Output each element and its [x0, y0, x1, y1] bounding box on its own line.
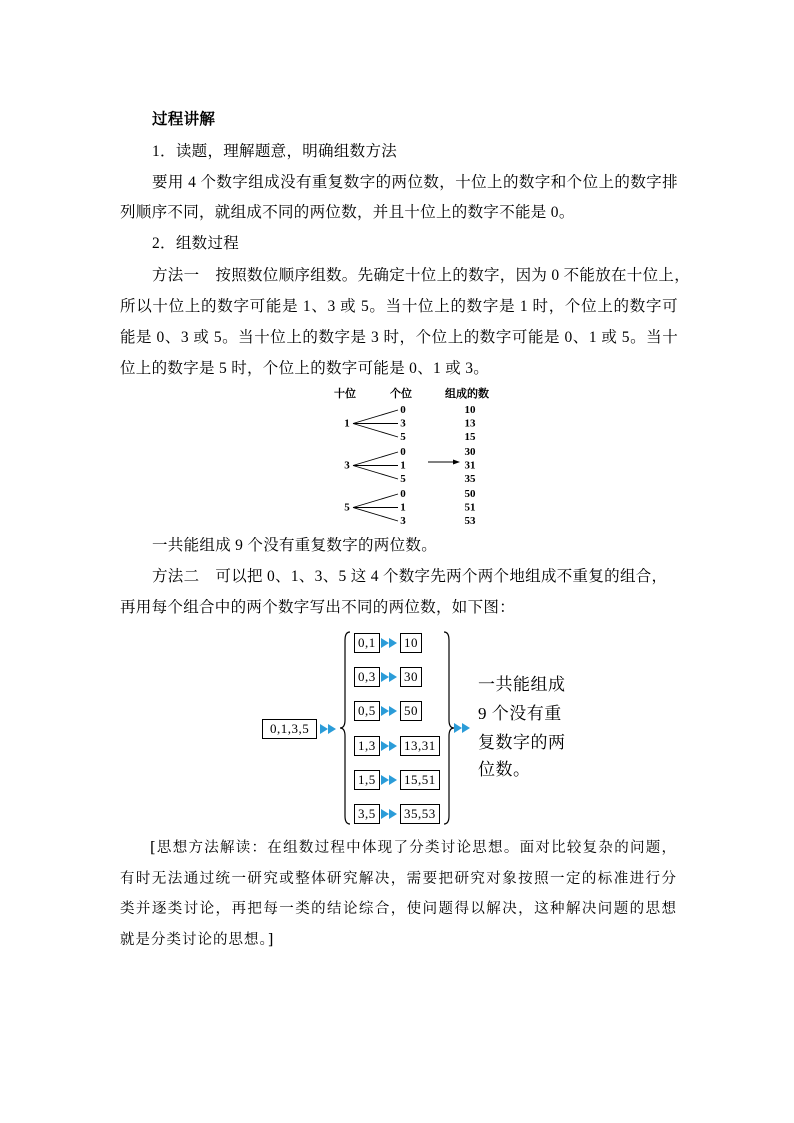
- diagram-conclusion-line: 复数字的两: [478, 733, 566, 752]
- double-arrow-icon: [381, 740, 399, 752]
- digit-tree-diagram: [320, 384, 510, 530]
- tree-branch-line: [353, 410, 398, 424]
- method-two-text: 可以把 0、1、3、5 这 4 个数字先两个两个地组成不重复的组合，: [215, 568, 668, 585]
- tree-result-number: 10: [464, 404, 476, 416]
- arrow-triangle: [381, 775, 389, 785]
- method-one-line: 所以十位上的数字可能是 1、3 或 5。当十位上的数字是 1 时，个位上的数字可: [120, 298, 678, 315]
- tree-result-number: 50: [464, 488, 476, 500]
- arrow-head: [453, 460, 460, 465]
- tree-branch-line: [353, 466, 398, 480]
- note-line: 就是分类讨论的思想。]: [120, 932, 275, 948]
- arrow-triangle: [381, 638, 389, 648]
- left-brace-path: [340, 632, 350, 824]
- arrow-triangle: [389, 741, 397, 751]
- diagram-conclusion-line: 一共能组成: [478, 675, 566, 694]
- section-title: 过程讲解: [152, 111, 216, 128]
- arrow-triangle: [462, 723, 470, 733]
- tree-ones-digit: 0: [400, 488, 406, 500]
- arrow-triangle: [320, 724, 328, 734]
- method-one-line: [152, 265, 691, 287]
- digit-pair-box: 1,5: [354, 770, 380, 790]
- tree-result-number: 15: [464, 431, 476, 443]
- digit-pair-box: 0,5: [354, 701, 380, 721]
- double-arrow-icon: [320, 723, 338, 735]
- result-numbers-box: 35,53: [400, 804, 440, 824]
- double-arrow-icon: [381, 637, 399, 649]
- tree-ones-digit: 5: [400, 431, 406, 443]
- step-one-line: 列顺序不同，就组成不同的两位数，并且十位上的数字不能是 0。: [120, 204, 575, 221]
- method-one-line: 能是 0、3 或 5。当十位上的数字是 3 时，个位上的数字可能是 0、1 或 5。当十: [120, 329, 678, 346]
- method-two-line: 再用每个组合中的两个数字写出不同的两位数，如下图：: [120, 599, 516, 616]
- tree-result-number: 31: [464, 459, 476, 472]
- note-line: [思想方法解读：在组数过程中体现了分类讨论思想。面对比较复杂的问题，: [150, 840, 677, 856]
- method-one-conclusion: 一共能组成 9 个没有重复数字的两位数。: [152, 537, 438, 554]
- double-arrow-icon: [381, 774, 399, 786]
- tree-result-number: 51: [464, 501, 476, 514]
- method-two-line: [152, 566, 667, 588]
- digit-pair-box: 0,1: [354, 633, 380, 653]
- arrow-triangle: [389, 638, 397, 648]
- arrow-triangle: [381, 809, 389, 819]
- diagram-conclusion-line: 位数。: [478, 760, 531, 779]
- tree-tens-digit: 1: [344, 417, 350, 430]
- double-arrow-icon: [381, 671, 399, 683]
- tree-result-number: 13: [464, 417, 476, 430]
- tree-header-tens: 十位: [334, 388, 356, 400]
- method-one-text: 按照数位顺序组数。先确定十位上的数字，因为 0 不能放在十位上，: [215, 267, 691, 284]
- arrow-triangle: [381, 706, 389, 716]
- source-digits-box: 0,1,3,5: [262, 719, 317, 739]
- double-arrow-icon: [381, 808, 399, 820]
- tree-ones-digit: 3: [400, 417, 406, 430]
- result-numbers-box: 30: [400, 667, 422, 687]
- tree-header-ones: 个位: [390, 388, 412, 400]
- note-line: 有时无法通过统一研究或整体研究解决，需要把研究对象按照一定的标准进行分: [120, 871, 677, 887]
- note-line: 类并逐类讨论，再把每一类的结论综合，使问题得以解决，这种解决问题的思想: [120, 901, 677, 917]
- tree-ones-digit: 3: [400, 515, 406, 527]
- method-one-line: 位上的数字是 5 时，个位上的数字可能是 0、1 或 3。: [120, 360, 490, 377]
- tree-ones-digit: 1: [400, 459, 406, 472]
- diagram-conclusion-line: 9 个没有重: [478, 704, 562, 723]
- result-numbers-box: 13,31: [400, 736, 440, 756]
- digit-pair-box: 0,3: [354, 667, 380, 687]
- arrow-triangle: [389, 706, 397, 716]
- step-one-line: 要用 4 个数字组成没有重复数字的两位数，十位上的数字和个位上的数字排: [152, 174, 678, 191]
- arrow-right-icon: [428, 460, 460, 465]
- tree-header-result: 组成的数: [445, 388, 489, 400]
- result-numbers-box: 50: [400, 701, 422, 721]
- right-brace-path: [444, 632, 454, 824]
- tree-branch-line: [353, 494, 398, 508]
- tree-tens-digit: 3: [344, 459, 350, 472]
- arrow-triangle: [328, 724, 336, 734]
- digit-pair-box: 1,3: [354, 736, 380, 756]
- arrow-triangle: [389, 672, 397, 682]
- tree-result-number: 30: [464, 446, 476, 458]
- method-two-label: 方法二: [152, 568, 200, 585]
- tree-branch-line: [353, 508, 398, 522]
- tree-ones-digit: 5: [400, 473, 406, 485]
- double-arrow-icon: [381, 705, 399, 717]
- tree-ones-digit: 0: [400, 404, 406, 416]
- tree-branch-line: [353, 424, 398, 438]
- arrow-triangle: [381, 741, 389, 751]
- arrow-triangle: [381, 672, 389, 682]
- left-brace: [338, 628, 354, 828]
- tree-tens-digit: 5: [344, 501, 350, 514]
- tree-ones-digit: 1: [400, 501, 406, 514]
- result-numbers-box: 15,51: [400, 770, 440, 790]
- tree-result-number: 35: [464, 473, 476, 485]
- step-two-heading: 2．组数过程: [152, 235, 240, 252]
- method-one-label: 方法一: [152, 267, 200, 284]
- tree-ones-digit: 0: [400, 446, 406, 458]
- tree-result-number: 53: [464, 515, 476, 527]
- arrow-triangle: [389, 809, 397, 819]
- result-numbers-box: 10: [400, 633, 422, 653]
- double-arrow-icon: [454, 722, 472, 734]
- arrow-triangle: [389, 775, 397, 785]
- digit-pair-box: 3,5: [354, 804, 380, 824]
- tree-branch-line: [353, 452, 398, 466]
- arrow-triangle: [454, 723, 462, 733]
- step-one-heading: 1．读题，理解题意，明确组数方法: [152, 143, 398, 160]
